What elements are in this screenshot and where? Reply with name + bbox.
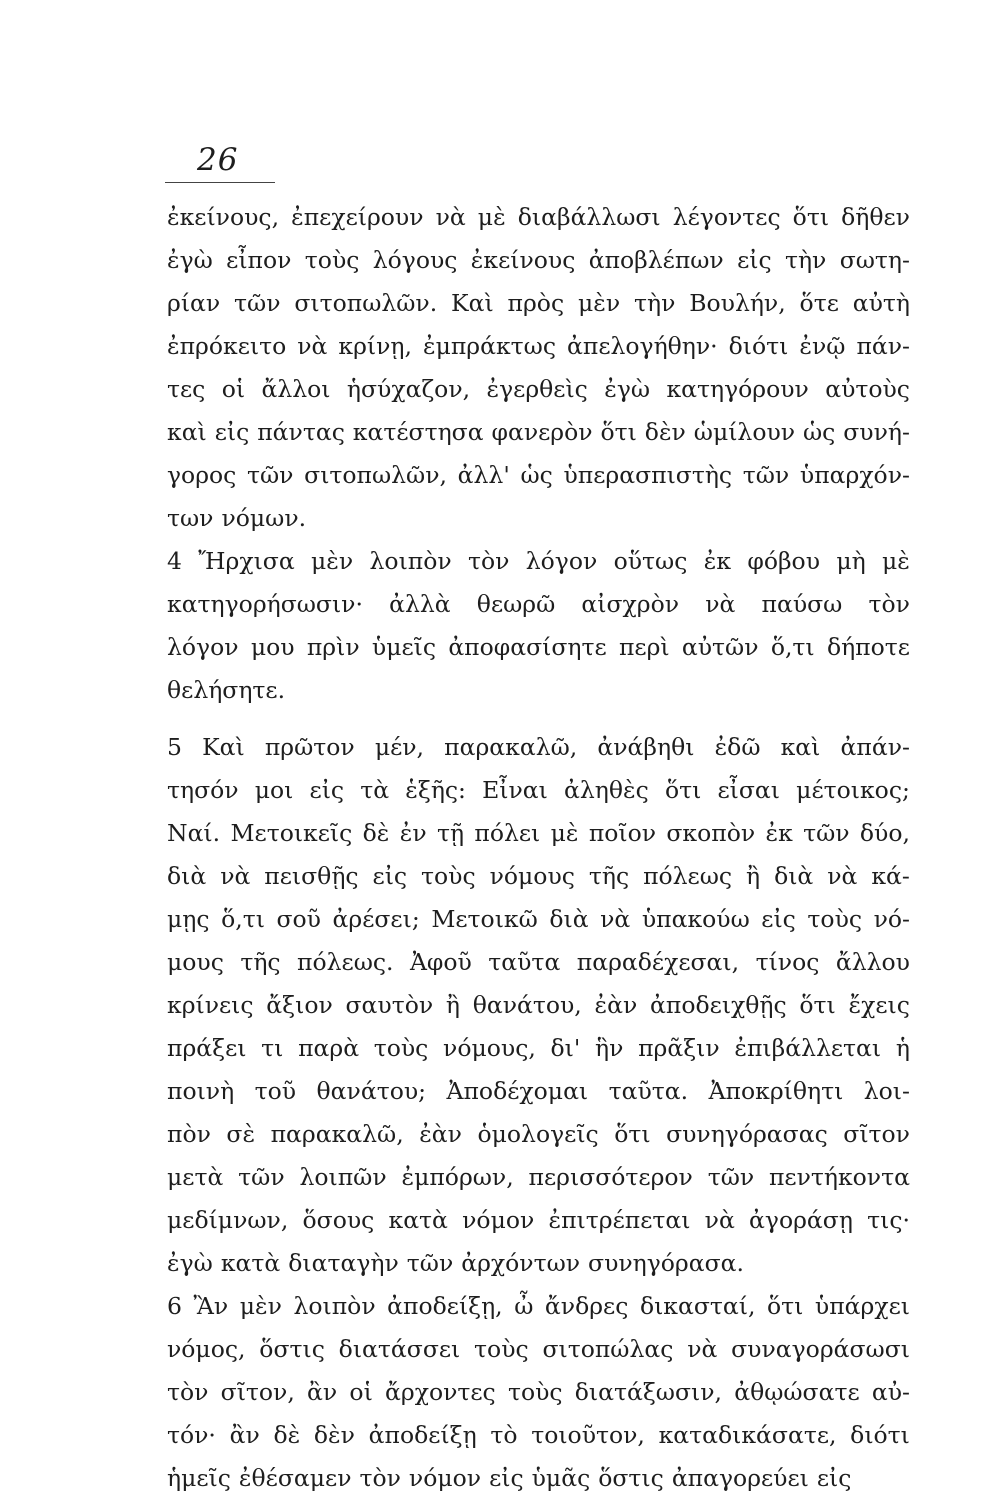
text-line: πὸν σὲ παρακαλῶ, ἐὰν ὁμολογεῖς ὅτι συνηγόρασας σῖτον bbox=[167, 1119, 910, 1148]
text-line: μῃς ὅ,τι σοῦ ἀρέσει; Μετοικῶ διὰ νὰ ὑπακούω εἰς τοὺς νό- bbox=[167, 904, 910, 933]
paragraph bbox=[167, 1284, 910, 1499]
text-line: κατηγορήσωσιν· ἀλλὰ θεωρῶ αἰσχρὸν νὰ παύσω τὸν bbox=[167, 589, 910, 618]
text-line: Ναί. Μετοικεῖς δὲ ἐν τῇ πόλει μὲ ποῖον σκοπὸν ἐκ τῶν δύο, bbox=[167, 818, 910, 847]
body-text bbox=[167, 195, 910, 1499]
text-line: θελήσητε. bbox=[167, 675, 286, 704]
text-line: γορος τῶν σιτοπωλῶν, ἀλλ' ὡς ὑπερασπιστὴς τῶν ὑπαρχόν- bbox=[167, 460, 910, 489]
text-line: ἡμεῖς ἐθέσαμεν τὸν νόμον εἰς ὑμᾶς ὅστις ἀπαγορεύει εἰς bbox=[167, 1463, 852, 1492]
text-line: ποινὴ τοῦ θανάτου; Ἀποδέχομαι ταῦτα. Ἀποκρίθητι λοι- bbox=[167, 1076, 910, 1105]
text-line: 4 Ἤρχισα μὲν λοιπὸν τὸν λόγον οὕτως ἐκ φόβου μὴ μὲ bbox=[167, 546, 910, 575]
header-rule bbox=[165, 182, 275, 183]
text-line: διὰ νὰ πεισθῇς εἰς τοὺς νόμους τῆς πόλεως ἢ διὰ νὰ κά- bbox=[167, 861, 910, 890]
text-line: ἐπρόκειτο νὰ κρίνῃ, ἐμπράκτως ἀπελογήθην· διότι ἐνῷ πάν- bbox=[167, 331, 910, 360]
text-line: μετὰ τῶν λοιπῶν ἐμπόρων, περισσότερον τῶν πεντήκοντα bbox=[167, 1162, 910, 1191]
text-line: 5 Καὶ πρῶτον μέν, παρακαλῶ, ἀνάβηθι ἐδῶ καὶ ἀπάν- bbox=[167, 732, 910, 761]
text-line: ἐγὼ εἶπον τοὺς λόγους ἐκείνους ἀποβλέπων εἰς τὴν σωτη- bbox=[167, 245, 910, 274]
text-line: ἐκείνους, ἐπεχείρουν νὰ μὲ διαβάλλωσι λέγοντες ὅτι δῆθεν bbox=[167, 202, 910, 231]
text-line: τὸν σῖτον, ἂν οἱ ἄρχοντες τοὺς διατάξωσιν, ἀθῳώσατε αὐ- bbox=[167, 1377, 910, 1406]
text-line: πράξει τι παρὰ τοὺς νόμους, δι' ἣν πρᾶξιν ἐπιβάλλεται ἡ bbox=[167, 1033, 910, 1062]
text-line: μεδίμνων, ὅσους κατὰ νόμον ἐπιτρέπεται νὰ ἀγοράσῃ τις· bbox=[167, 1205, 910, 1234]
text-line: μους τῆς πόλεως. Ἀφοῦ ταῦτα παραδέχεσαι, τίνος ἄλλου bbox=[167, 947, 910, 976]
text-line: 6 Ἂν μὲν λοιπὸν ἀποδείξῃ, ὦ ἄνδρες δικασταί, ὅτι ὑπάρχει bbox=[167, 1291, 910, 1320]
text-line: κρίνεις ἄξιον σαυτὸν ἢ θανάτου, ἐὰν ἀποδειχθῇς ὅτι ἔχεις bbox=[167, 990, 910, 1019]
text-line: ρίαν τῶν σιτοπωλῶν. Καὶ πρὸς μὲν τὴν Βουλήν, ὅτε αὐτὴ bbox=[167, 288, 910, 317]
paragraph bbox=[167, 539, 910, 711]
text-line: λόγον μου πρὶν ὑμεῖς ἀποφασίσητε περὶ αὐτῶν ὅ,τι δήποτε bbox=[167, 632, 910, 661]
text-line: των νόμων. bbox=[167, 503, 307, 532]
text-line: νόμος, ὅστις διατάσσει τοὺς σιτοπώλας νὰ συναγοράσωσι bbox=[167, 1334, 910, 1363]
paragraph bbox=[167, 725, 910, 1284]
text-line: τόν· ἂν δὲ δὲν ἀποδείξῃ τὸ τοιοῦτον, καταδικάσατε, διότι bbox=[167, 1420, 910, 1449]
page-number: 26 bbox=[197, 142, 239, 178]
text-line: τες οἱ ἄλλοι ἡσύχαζον, ἐγερθεὶς ἐγὼ κατηγόρουν αὐτοὺς bbox=[167, 374, 910, 403]
text-line: ἐγὼ κατὰ διαταγὴν τῶν ἀρχόντων συνηγόρασα. bbox=[167, 1248, 744, 1277]
paragraph-gap bbox=[167, 711, 910, 725]
text-line: τησόν μοι εἰς τὰ ἑξῆς: Εἶναι ἀληθὲς ὅτι εἶσαι μέτοικος; bbox=[167, 775, 910, 804]
paragraph bbox=[167, 195, 910, 539]
text-line: καὶ εἰς πάντας κατέστησα φανερὸν ὅτι δὲν ὡμίλουν ὡς συνή- bbox=[167, 417, 910, 446]
